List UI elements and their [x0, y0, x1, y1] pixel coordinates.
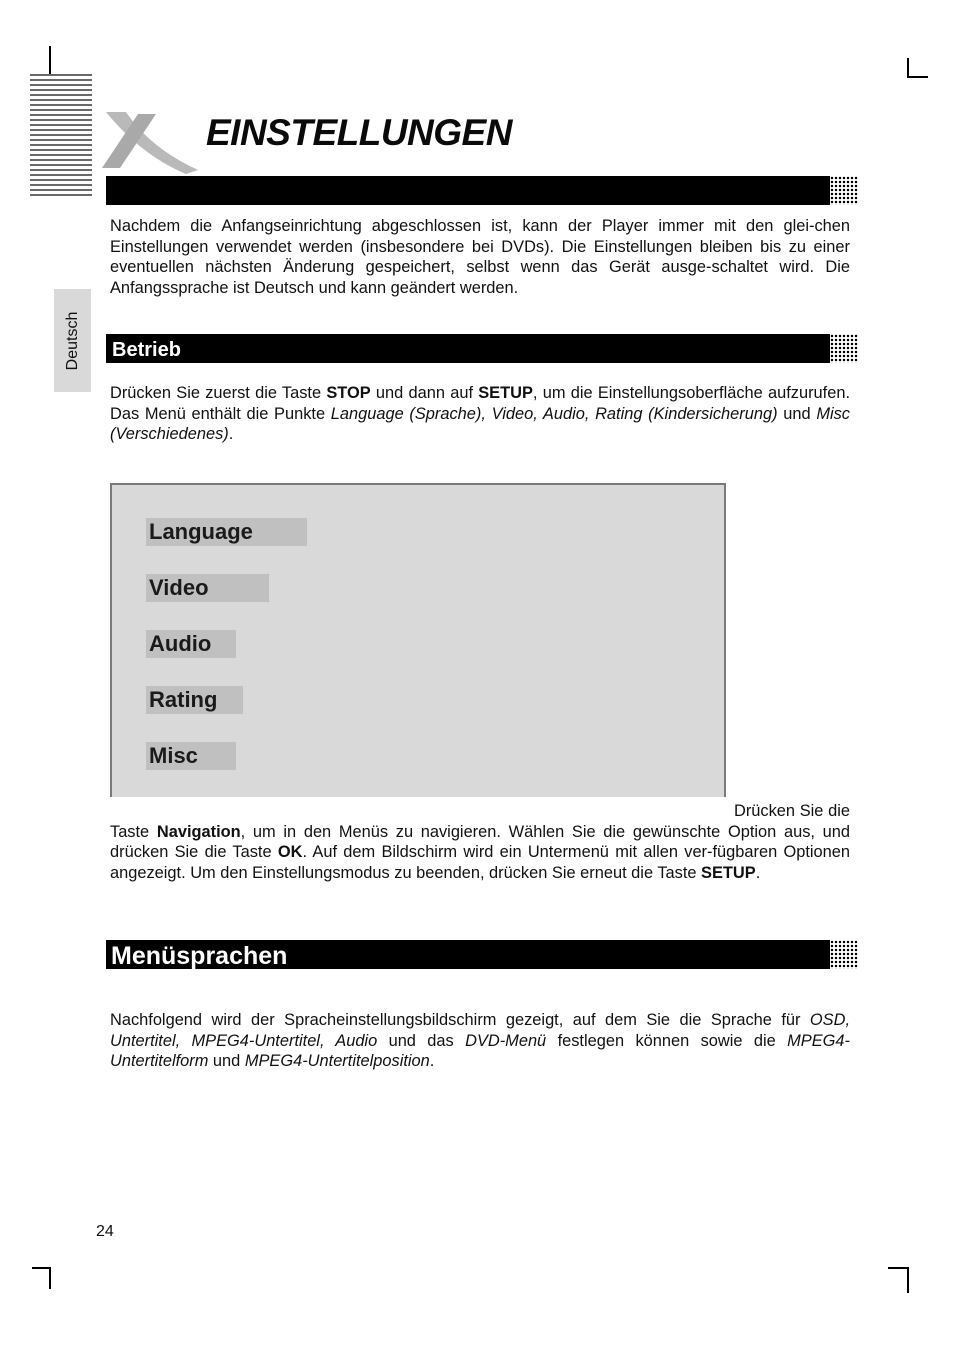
crop-mark-top-right	[907, 58, 909, 78]
text-run: und dann auf	[370, 384, 479, 402]
crop-mark-bottom-right	[907, 1267, 909, 1293]
navigation-paragraph	[110, 801, 850, 884]
text-run: festlegen können sowie die	[546, 1031, 788, 1050]
section-heading-betrieb	[106, 334, 830, 363]
italic-text: DVD-Menü	[465, 1031, 547, 1050]
page-title: EINSTELLUNGEN	[206, 112, 512, 153]
menu-item-rating: Rating	[146, 686, 243, 714]
text-run: .	[755, 864, 761, 883]
menu-item-misc: Misc	[146, 742, 236, 770]
text-run: und	[208, 1052, 245, 1071]
crop-mark-bottom-right	[888, 1267, 909, 1269]
menu-item-language: Language	[146, 518, 307, 546]
text-run: .	[228, 425, 234, 444]
key-setup: SETUP	[478, 384, 533, 402]
misc-text: Misc (Verschiedenes)	[110, 404, 850, 444]
text-run: Drücken Sie die Taste	[110, 802, 850, 841]
setup-menu-screenshot	[110, 483, 726, 797]
text-run: . Auf dem Bildschirm wird ein Untermenü mit allen ver-fügbaren Optionen angezeigt. Um den Einstellungsmodus zu beenden, drücken Sie erneut die Taste	[110, 843, 850, 883]
menu-item-video: Video	[146, 574, 269, 602]
halftone-decoration	[826, 940, 858, 969]
key-setup: SETUP	[701, 864, 756, 883]
header-bar	[106, 176, 830, 205]
section-heading-menuesprachen	[106, 940, 830, 969]
key-ok: OK	[277, 843, 303, 862]
menu-items-text: Language (Sprache), Video, Audio, Rating (Kindersicherung)	[330, 404, 778, 423]
key-navigation: Navigation	[156, 822, 241, 841]
decorative-stripes	[30, 74, 92, 198]
text-run: und	[777, 404, 817, 423]
crop-mark-bottom-left	[49, 1267, 51, 1289]
text-run: .	[429, 1052, 435, 1071]
text-run: und das	[377, 1031, 466, 1050]
italic-text: MPEG4-Untertitelform	[110, 1031, 850, 1071]
key-stop: STOP	[326, 384, 371, 402]
text-run: Nachfolgend wird der Spracheinstellungsbildschirm gezeigt, auf dem Sie die Sprache für	[110, 1011, 810, 1029]
brand-logo-icon	[100, 108, 200, 174]
text-run: , um die Einstellungsoberfläche aufzurufen. Das Menü enthält die Punkte	[110, 384, 851, 423]
menu-item-audio: Audio	[146, 630, 236, 658]
betrieb-paragraph	[110, 383, 850, 445]
italic-text: OSD, Untertitel, MPEG4-Untertitel, Audio	[110, 1011, 850, 1050]
halftone-decoration	[826, 334, 858, 363]
halftone-decoration	[826, 176, 858, 205]
crop-mark-top-left	[49, 46, 51, 76]
language-paragraph	[110, 1010, 850, 1072]
italic-text: MPEG4-Untertitelposition	[244, 1052, 430, 1071]
intro-paragraph	[110, 216, 850, 299]
intro-text: Nachdem die Anfangseinrichtung abgeschlossen ist, kann der Player immer mit den glei-chen Einstellungen verwendet werden (insbesondere bei DVDs). Die Einstellungen bleiben bis zu einer eventuellen nächsten Änderung gespeichert, selbst wenn das Gerät ausge-schaltet wird. Die Anfangssprache ist Deutsch und kann geändert werden.	[110, 217, 850, 298]
section-title: Betrieb	[112, 339, 181, 361]
section-title: Menüsprachen	[111, 942, 288, 970]
crop-mark-top-right	[907, 76, 928, 78]
page-number: 24	[96, 1223, 114, 1240]
text-run: , um in den Menüs zu navigieren. Wählen Sie die gewünschte Option aus, und drücken Sie die Taste	[110, 822, 850, 862]
side-tab-label: Deutsch	[63, 311, 81, 370]
text-run: Drücken Sie zuerst die Taste	[110, 384, 327, 402]
language-side-tab	[54, 289, 91, 392]
